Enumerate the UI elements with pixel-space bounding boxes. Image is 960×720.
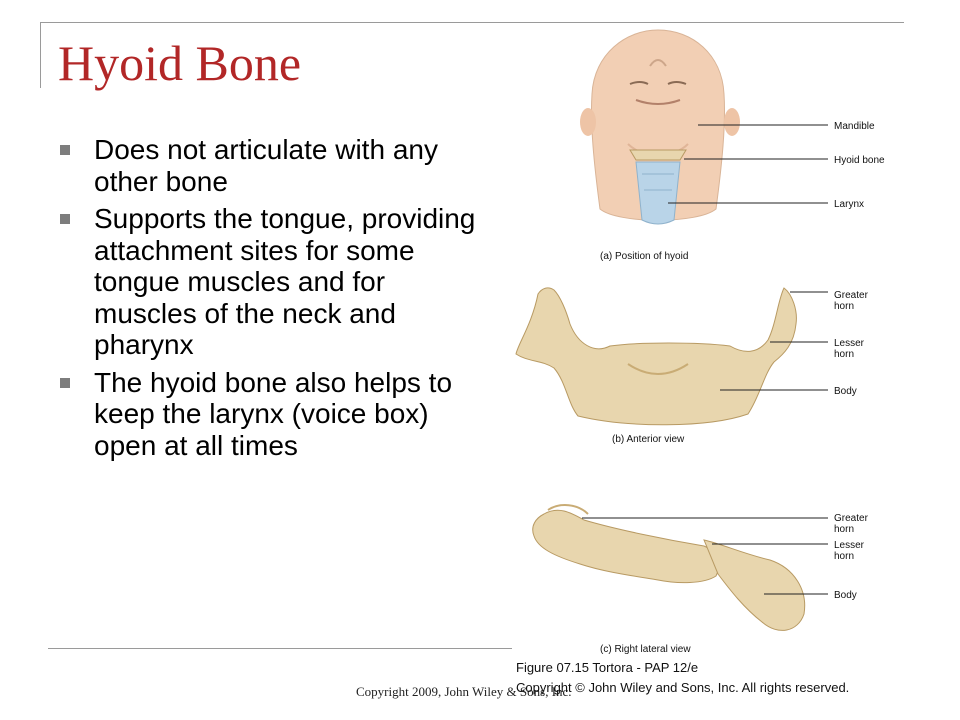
square-bullet-icon [60, 378, 70, 388]
figure-number: Figure 07.15 Tortora - PAP 12/e [516, 660, 699, 675]
label-larynx: Larynx [834, 199, 865, 210]
label-horn-c: horn [834, 524, 855, 535]
caption-panel-b: (b) Anterior view [612, 434, 685, 445]
label-horn-c-2: horn [834, 551, 855, 562]
caption-panel-a: (a) Position of hyoid [600, 251, 689, 262]
frame-bottom-line [48, 648, 512, 649]
label-body-b: Body [834, 386, 857, 397]
label-hyoid-bone: Hyoid bone [834, 155, 885, 166]
slide-footer: Copyright 2009, John Wiley & Sons, Inc. [356, 684, 572, 699]
label-horn-b-2: horn [834, 349, 855, 360]
panel-b-illustration [516, 288, 796, 425]
panel-c-illustration [533, 505, 805, 630]
label-mandible: Mandible [834, 121, 875, 132]
frame-top-line [40, 22, 904, 23]
label-lesser-horn-c: Lesser [834, 540, 865, 551]
bullet-item [58, 367, 478, 462]
label-lesser-horn-b: Lesser [834, 338, 865, 349]
figure-copyright: Copyright © John Wiley and Sons, Inc. All rights reserved. [516, 680, 850, 695]
panel-a-illustration [580, 30, 740, 224]
label-horn-b: horn [834, 301, 855, 312]
hyoid-figure [508, 24, 928, 714]
square-bullet-icon [60, 214, 70, 224]
bullet-text: Supports the tongue, providing attachment sites for some tongue muscles and for muscles of the neck and pharynx [94, 203, 476, 360]
caption-panel-c: (c) Right lateral view [600, 644, 691, 655]
bullet-text: Does not articulate with any other bone [94, 134, 438, 197]
frame-left-line [40, 22, 41, 88]
bullet-text: The hyoid bone also helps to keep the larynx (voice box) open at all times [94, 366, 453, 461]
label-greater-horn-c: Greater [834, 513, 868, 524]
slide-title: Hyoid Bone [58, 35, 302, 91]
square-bullet-icon [60, 145, 70, 155]
label-body-c: Body [834, 590, 857, 601]
label-greater-horn-b: Greater [834, 290, 868, 301]
bullet-item [58, 134, 478, 197]
bullet-item [58, 203, 478, 361]
bullet-list [58, 134, 478, 467]
